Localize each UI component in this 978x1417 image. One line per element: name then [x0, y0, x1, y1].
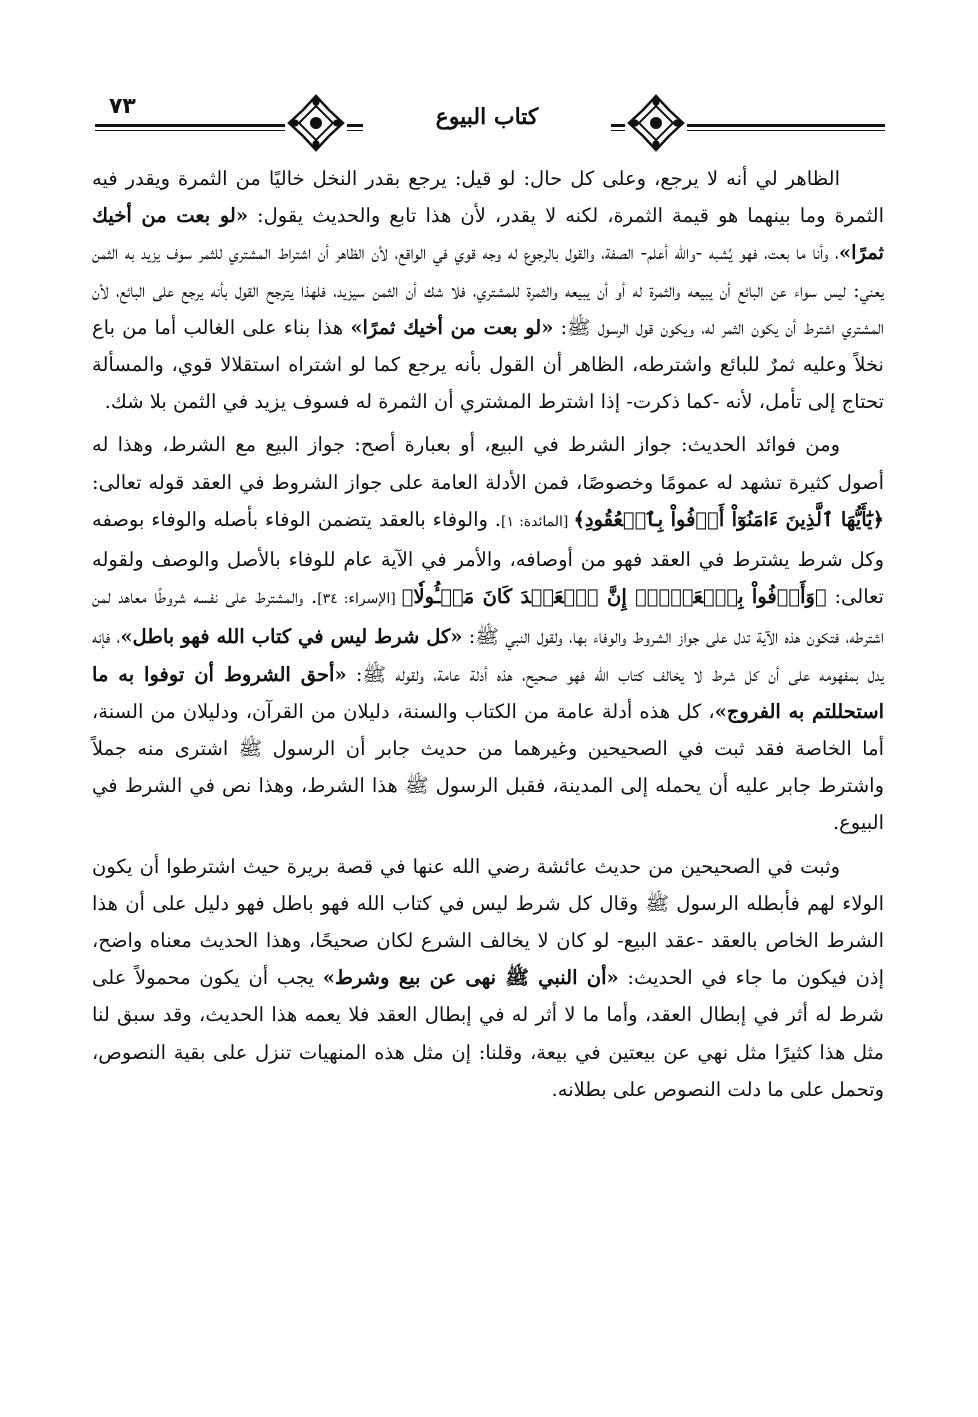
running-title-plate: [363, 100, 611, 134]
body-text-run: هذا بناء على الغالب أما من باع نخلاً وعليه ثمرٌ للبائع واشترطه، الظاهر أن القول بأنه يرجع كما لو اشتراه استقلالا قوي، والمسألة تحتاج إلى تأمل، لأنه -كما ذكرت- إذا اشترط المشتري أن الثمرة له فسوف يزيد في الثمن بلا شك.: [92, 315, 884, 414]
body-text-run: . والوفاء بالعقد يتضمن الوفاء بأصله والوفاء بوصفه وكل شرط يشترط في العقد فهو من أوصافه، والأمر في الآية عام للوفاء بالأصل والوصف ولقوله تعالى:: [92, 507, 884, 609]
quoted-text: «أحق الشروط أن توفوا به ما استحللتم به الفروج»: [92, 662, 884, 723]
paragraph: [92, 848, 884, 1108]
body-text-run: ، فإنه يدل بمفهومه على أن كل شرط لا يخالف كتاب الله فهو صحيح، هذه أدلة عامة، ولقوله ﷺ:: [92, 625, 884, 686]
quoted-text: ﴿وَأَوۡفُواْ بِٱلۡعَهۡدِۖ إِنَّ ٱلۡعَهۡدَ كَانَ مَسۡـُٔولٗا﴾: [401, 585, 827, 609]
running-title: كتاب البيوع: [435, 104, 539, 130]
quoted-text: ﴿يَٰٓأَيُّهَا ٱلَّذِينَ ءَامَنُوٓاْ أَوۡفُواْ بِٱلۡعُقُودِ﴾: [573, 507, 884, 531]
ornament-right-icon: [625, 92, 687, 154]
quoted-text: «كل شرط ليس في كتاب الله فهو باطل»: [120, 625, 463, 649]
quoted-text: «لو بعت من أخيك ثمرًا»: [350, 315, 554, 339]
body-text-run: ومن فوائد الحديث: جواز الشرط في البيع، أو بعبارة أصح: جواز البيع مع الشرط، وهذا له أصول كثيرة تشهد له عمومًا وخصوصًا، فمن الأدلة العامة على جواز الشروط في العقد قوله تعالى:: [92, 433, 884, 494]
verse-reference: [الإسراء: ٣٤]: [317, 591, 402, 608]
page-number: ٧٣: [103, 94, 142, 119]
body-text-run: وثبت في الصحيحين من حديث عائشة رضي الله عنها في قصة بريرة حيث اشترطوا أن يكون الولاء لهم فأبطله الرسول ﷺ وقال كل شرط ليس في كتاب الله فهو باطل فهو دليل على أن هذا الشرط الخاص بالعقد -عقد البيع- لو كان لا يخالف الشرع لكان صحيحًا، وهذا الحديث معناه واضح، إذن فيكون ما جاء في الحديث:: [92, 854, 884, 990]
page-header: [95, 88, 885, 150]
body-text-run: ، وأنا ما بعت، فهو يُشبه -والله أعلم- الصفة، والقول بالرجوع له وجه قوي في الواقع، لأن الظاهر أن اشتراط المشتري للثمر سوف يزيد به الثمن يعني: ليس سواء عن البائع أن يبيعه والثمرة له أو أن يبيعه والثمرة للمشتري، فلا شك أن الثمن سيزيد، فلهذا يترجح القول بأنه يرجع على البائع، لأن المشتري اشترط أن يكون الثمر له، ويكون قول الرسول ﷺ:: [92, 241, 884, 339]
body-text-run: . والمشترط على نفسه شروطًا معاهد لمن اشترطه، فتكون هذه الآية تدل على جواز الشروط والوفاء بها، ولقول النبي ﷺ:: [92, 585, 884, 649]
paragraph: [92, 426, 884, 841]
verse-reference: [المائدة: ١]: [500, 513, 574, 530]
body-text-run: يجب أن يكون محمولاً على شرط له أثر في إبطال العقد، وأما ما لا أثر له في إبطال العقد فلا يعمه هذا الحديث، وقد سبق لنا مثل هذا كثيرًا مثل نهي عن بيعتين في بيعة، وقلنا: إن مثل هذه المنهيات تنزل على بقية النصوص، وتحمل على ما دلت النصوص على بطلانه.: [92, 966, 884, 1101]
ornament-left-icon: [285, 92, 347, 154]
body-text: [92, 160, 884, 1108]
quoted-text: «لو بعت من أخيك ثمرًا»: [92, 204, 884, 265]
body-text-run: الظاهر لي أنه لا يرجع، وعلى كل حال: لو قيل: يرجع بقدر النخل خاليًا من الثمرة ويقدر فيه الثمرة وما بينهما هو قيمة الثمرة، لكنه لا يقدر، لأن هذا تابع والحديث يقول:: [92, 167, 884, 228]
body-text-run: ، كل هذه أدلة عامة من الكتاب والسنة، دليلان من القرآن، ودليلان من السنة، أما الخاصة فقد ثبت في الصحيحين وغيرهما من حديث جابر أن الرسول ﷺ اشترى منه جملاً واشترط جابر عليه أن يحمله إلى المدينة، فقبل الرسول ﷺ هذا الشرط، وهذا نص في الشرط في البيوع.: [92, 699, 884, 835]
quoted-text: «أن النبي ﷺ نهى عن بيع وشرط»: [322, 966, 619, 990]
paragraph: [92, 160, 884, 420]
